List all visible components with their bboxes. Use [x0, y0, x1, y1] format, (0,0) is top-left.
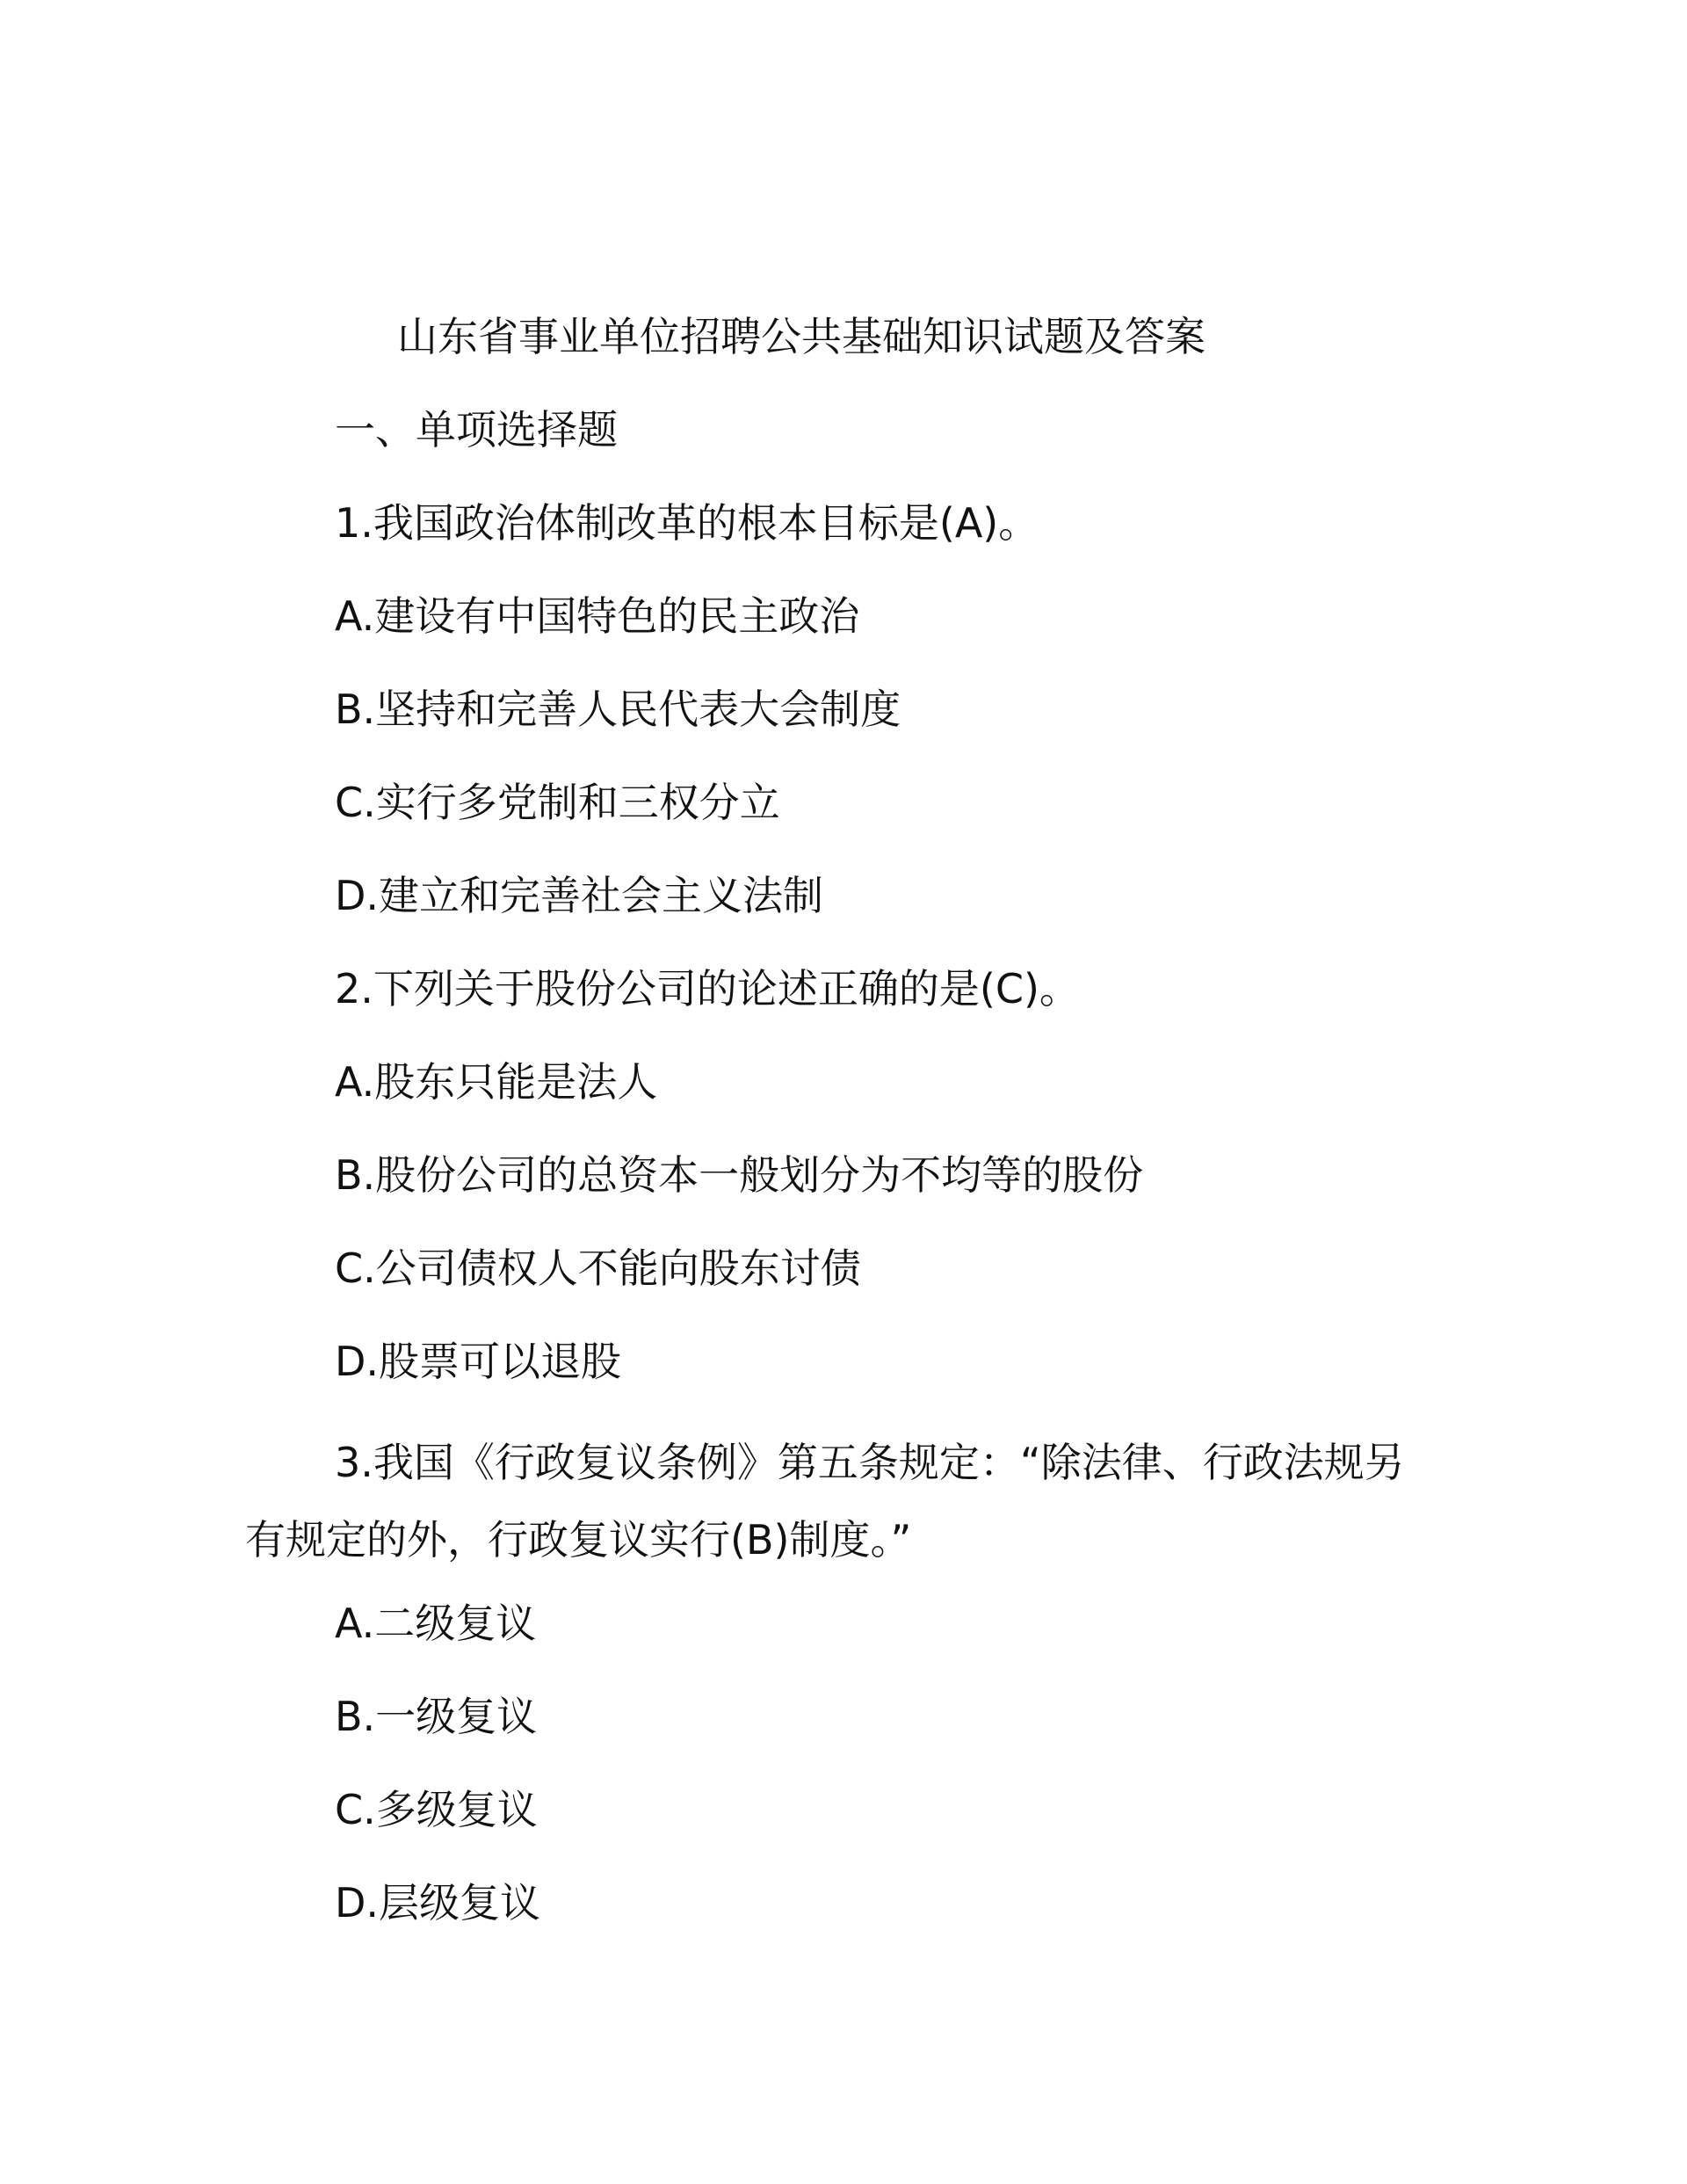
question-3-option-a: A.二级复议	[335, 1600, 537, 1647]
question-2-stem: 2.下列关于股份公司的论述正确的是(C)。	[335, 965, 1080, 1012]
question-3-option-d: D.层级复议	[335, 1879, 541, 1926]
question-1-option-b: B.坚持和完善人民代表大会制度	[335, 686, 901, 733]
question-2-option-d: D.股票可以退股	[335, 1338, 622, 1385]
question-1-option-d: D.建立和完善社会主义法制	[335, 872, 824, 919]
question-1-option-c: C.实行多党制和三权分立	[335, 779, 780, 826]
question-3-option-c: C.多级复议	[335, 1786, 538, 1833]
question-2-option-b: B.股份公司的总资本一般划分为不均等的股份	[335, 1151, 1144, 1199]
question-3-stem: 3.我国《行政复议条例》第五条规定：“除法律、行政法规另有规定的外，行政复议实行(B)制度。”	[245, 1439, 1405, 1564]
document-title: 山东省事业单位招聘公共基础知识试题及答案	[397, 313, 1206, 360]
question-1-stem: 1.我国政治体制改革的根本目标是(A)。	[335, 499, 1039, 547]
question-2-option-c: C.公司债权人不能向股东讨债	[335, 1244, 861, 1292]
question-2-option-a: A.股东只能是法人	[335, 1058, 658, 1106]
section-heading: 一、单项选择题	[335, 406, 618, 453]
question-3-option-b: B.一级复议	[335, 1693, 538, 1740]
question-1-option-a: A.建设有中国特色的民主政治	[335, 592, 860, 640]
